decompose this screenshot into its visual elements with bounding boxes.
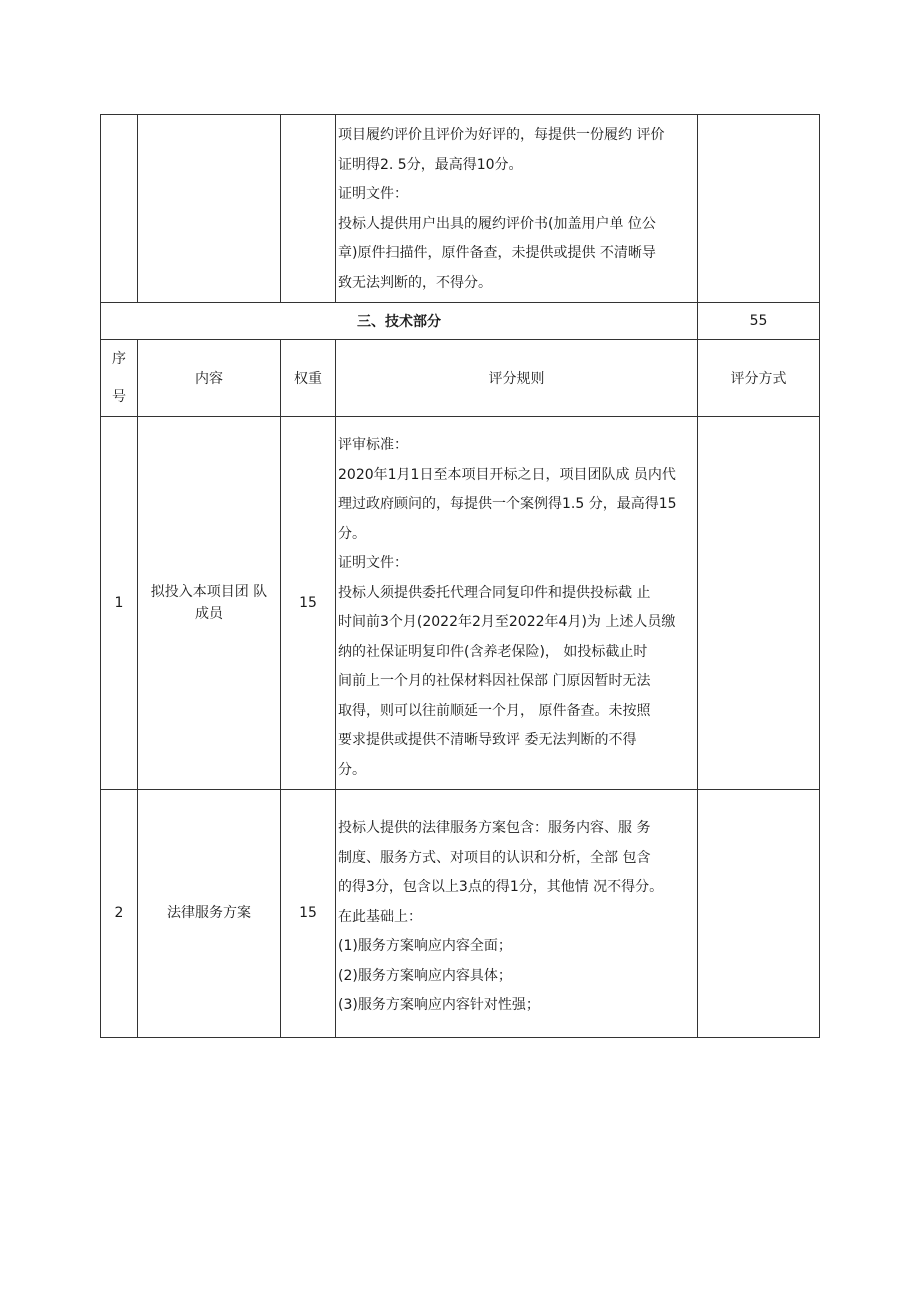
rule-line: 致无法判断的，不得分。 xyxy=(338,274,492,291)
table-row xyxy=(101,417,820,790)
row-method xyxy=(698,417,820,790)
row-weight: 15 xyxy=(281,790,336,1038)
section-title: 三、技术部分 xyxy=(101,303,698,340)
rule-line: 章)原件扫描件，原件备查，未提供或提供 不清晰导 xyxy=(338,245,656,261)
rule-line: 证明文件： xyxy=(338,555,408,571)
header-index-bottom: 号 xyxy=(112,389,126,405)
method-cell xyxy=(698,115,820,303)
rules-cell xyxy=(336,790,698,1038)
header-rules: 评分规则 xyxy=(336,340,698,417)
rule-line: 投标人提供的法律服务方案包含：服务内容、服 务 xyxy=(338,820,651,836)
rule-line: 在此基础上： xyxy=(338,908,422,925)
rule-line: 纳的社保证明复印件(含养老保险)， 如投标截止时 xyxy=(338,643,648,660)
rule-line: 证明文件： xyxy=(338,186,408,202)
column-header-row xyxy=(101,340,820,417)
row-index: 2 xyxy=(101,790,138,1038)
section-total: 55 xyxy=(698,303,820,340)
rule-line: 投标人须提供委托代理合同复印件和提供投标截 止 xyxy=(338,584,651,601)
rule-line: 制度、服务方式、对项目的认识和分析，全部 包含 xyxy=(338,849,651,866)
rule-line: 理过政府顾问的，每提供一个案例得1.5 分，最高得15 xyxy=(338,496,677,512)
rules-cell xyxy=(336,417,698,790)
row-weight: 15 xyxy=(281,417,336,790)
idx-cell xyxy=(101,115,138,303)
rule-line: (2)服务方案响应内容具体； xyxy=(338,967,512,984)
row-content: 法律服务方案 xyxy=(138,790,281,1038)
header-content: 内容 xyxy=(138,340,281,417)
header-index-top: 序 xyxy=(112,351,126,367)
rule-line: 2020年1月1日至本项目开标之日，项目团队成 员内代 xyxy=(338,466,676,483)
continued-row xyxy=(101,115,820,303)
header-weight: 权重 xyxy=(281,340,336,417)
rule-line: 间前上一个月的社保材料因社保部 门原因暂时无法 xyxy=(338,673,651,689)
rule-line: (1)服务方案响应内容全面； xyxy=(338,938,512,954)
section-header-row xyxy=(101,303,820,340)
rules-cell xyxy=(336,115,698,303)
rule-line: 取得，则可以往前顺延一个月， 原件备查。未按照 xyxy=(338,702,651,719)
rule-line: 分。 xyxy=(338,761,366,778)
content-cell xyxy=(138,115,281,303)
rule-line: (3)服务方案响应内容针对性强； xyxy=(338,997,540,1013)
rule-line: 投标人提供用户出具的履约评价书(加盖用户单 位公 xyxy=(338,215,656,232)
header-index xyxy=(101,340,138,417)
row-method xyxy=(698,790,820,1038)
rule-line: 要求提供或提供不清晰导致评 委无法判断的不得 xyxy=(338,732,637,748)
rule-line: 的得3分，包含以上3点的得1分，其他情 况不得分。 xyxy=(338,879,664,895)
rule-line: 评审标准： xyxy=(338,437,408,453)
row-content: 拟投入本项目团 队成员 xyxy=(138,417,281,790)
rule-line: 项目履约评价且评价为好评的，每提供一份履约 评价 xyxy=(338,127,665,143)
rule-line: 证明得2. 5分，最高得10分。 xyxy=(338,156,523,173)
weight-cell xyxy=(281,115,336,303)
table-row xyxy=(101,790,820,1038)
row-index: 1 xyxy=(101,417,138,790)
header-method: 评分方式 xyxy=(698,340,820,417)
rule-line: 时间前3个月(2022年2月至2022年4月)为 上述人员缴 xyxy=(338,614,676,630)
rule-line: 分。 xyxy=(338,525,366,542)
scoring-table xyxy=(100,114,820,1038)
